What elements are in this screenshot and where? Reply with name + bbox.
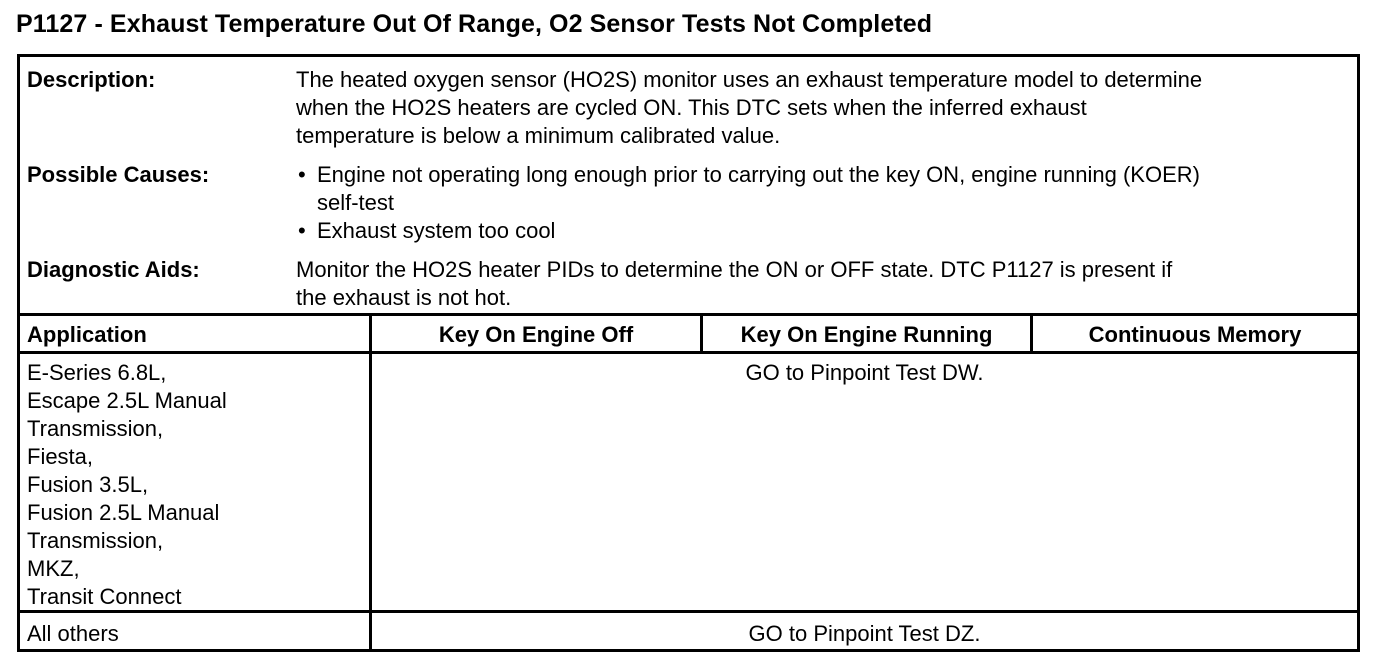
description-label: Description: bbox=[27, 67, 156, 92]
application-line: Transmission, bbox=[27, 528, 164, 553]
aids-label: Diagnostic Aids: bbox=[27, 257, 200, 282]
application-line: Fiesta, bbox=[27, 444, 94, 469]
causes-label: Possible Causes: bbox=[27, 162, 210, 187]
divider bbox=[20, 351, 1357, 354]
application-line: MKZ, bbox=[27, 556, 80, 581]
application-line: Fusion 3.5L, bbox=[27, 472, 149, 497]
cause-line: self-test bbox=[317, 190, 395, 215]
info-section bbox=[20, 57, 1357, 316]
page-title: P1127 - Exhaust Temperature Out Of Range, O2 Sensor Tests Not Completed bbox=[16, 10, 933, 38]
table-row-action: GO to Pinpoint Test DZ. bbox=[748, 621, 981, 646]
header-koer: Key On Engine Running bbox=[740, 322, 993, 347]
header-continuous-memory: Continuous Memory bbox=[1088, 322, 1302, 347]
aids-line: Monitor the HO2S heater PIDs to determine the ON or OFF state. DTC P1127 is present if bbox=[296, 257, 1173, 282]
cause-line: • Engine not operating long enough prior to carrying out the key ON, engine running (KOER) bbox=[317, 162, 1200, 187]
application-line: Escape 2.5L Manual bbox=[27, 388, 227, 413]
table-row-action: GO to Pinpoint Test DW. bbox=[745, 360, 984, 385]
description-line: The heated oxygen sensor (HO2S) monitor uses an exhaust temperature model to determine bbox=[296, 67, 1203, 92]
description-text bbox=[296, 66, 1351, 150]
cause-line: • Exhaust system too cool bbox=[317, 218, 556, 243]
causes-list bbox=[296, 161, 1351, 245]
cause-item bbox=[296, 217, 1351, 245]
dtc-table bbox=[17, 54, 1360, 652]
header-application: Application bbox=[27, 322, 147, 347]
cause-item bbox=[296, 161, 1351, 217]
application-line: All others bbox=[27, 621, 119, 646]
description-line: when the HO2S heaters are cycled ON. This DTC sets when the inferred exhaust bbox=[296, 95, 1087, 120]
table-row-application bbox=[27, 620, 119, 648]
aids-line: the exhaust is not hot. bbox=[296, 285, 512, 310]
causes-text bbox=[296, 161, 1351, 245]
aids-text bbox=[296, 256, 1351, 312]
divider bbox=[20, 313, 1357, 316]
application-line: E-Series 6.8L, bbox=[27, 360, 167, 385]
application-line: Transit Connect bbox=[27, 584, 182, 609]
table-row-application bbox=[27, 359, 227, 611]
application-line: Transmission, bbox=[27, 416, 164, 441]
application-line: Fusion 2.5L Manual bbox=[27, 500, 220, 525]
description-line: temperature is below a minimum calibrated value. bbox=[296, 123, 781, 148]
header-koeo: Key On Engine Off bbox=[438, 322, 634, 347]
